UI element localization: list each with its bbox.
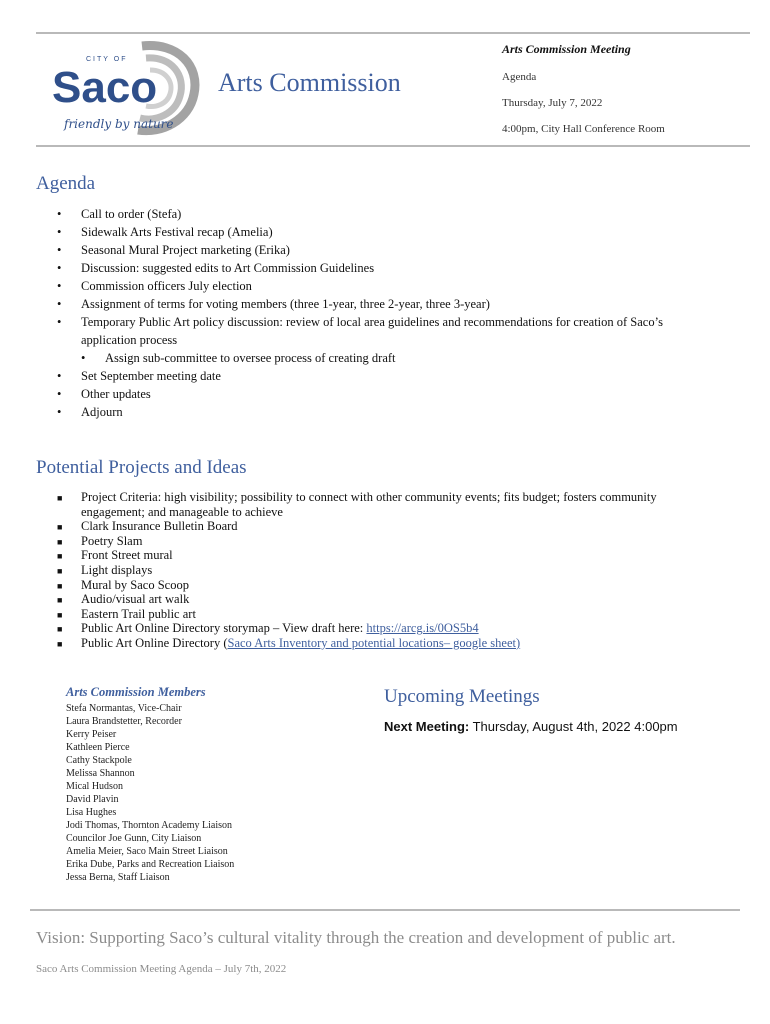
list-item: • Commission officers July election [57, 279, 252, 293]
saco-logo-icon [50, 40, 200, 136]
square-bullet-icon: ■ [57, 551, 63, 562]
doc-type: Agenda [502, 71, 537, 83]
next-meeting-label: Next Meeting: [384, 719, 470, 734]
vision-statement: Vision: Supporting Saco’s cultural vitality through the creation and development of public art. [36, 928, 676, 947]
meeting-date: Thursday, July 7, 2022 [502, 97, 603, 109]
list-item: • Temporary Public Art policy discussion: review of local area guidelines and recommendations for creation of Saco’s application process [57, 315, 663, 347]
meeting-title: Arts Commission Meeting [502, 42, 631, 56]
member-item: Stefa Normantas, Vice-Chair [66, 703, 182, 714]
square-bullet-icon: ■ [57, 609, 63, 620]
meeting-time-place: 4:00pm, City Hall Conference Room [502, 123, 665, 135]
member-item: David Plavin [66, 794, 119, 805]
square-bullet-icon: ■ [57, 580, 63, 591]
member-item: Kerry Peiser [66, 729, 117, 740]
agenda-list [57, 205, 717, 421]
list-item: • Other updates [57, 387, 151, 401]
member-item: Mical Hudson [66, 781, 123, 792]
bullet-icon: • [57, 315, 62, 329]
bullet-icon: • [57, 243, 62, 257]
page-footer: Saco Arts Commission Meeting Agenda – July 7th, 2022 [36, 963, 287, 975]
list-item: • Discussion: suggested edits to Art Commission Guidelines [57, 261, 375, 275]
list-subitem: • Assign sub-committee to oversee process of creating draft [81, 351, 396, 365]
square-bullet-icon: ■ [57, 536, 63, 547]
square-bullet-icon: ■ [57, 522, 63, 533]
inventory-sheet-link[interactable]: Saco Arts Inventory and potential locations– google sheet) [227, 635, 521, 650]
square-bullet-icon: ■ [57, 624, 63, 635]
logo-small-text: CITY OF [86, 56, 128, 63]
footer-rule [30, 909, 740, 911]
bullet-icon: • [57, 297, 62, 311]
square-bullet-icon: ■ [57, 565, 63, 576]
member-item: Laura Brandstetter, Recorder [66, 716, 182, 727]
member-item: Kathleen Pierce [66, 742, 130, 753]
square-bullet-icon: ■ [57, 595, 63, 606]
member-item: Jodi Thomas, Thornton Academy Liaison [66, 820, 233, 831]
agenda-heading: Agenda [36, 173, 96, 194]
list-item: • Set September meeting date [57, 369, 221, 383]
list-item: • Seasonal Mural Project marketing (Erika) [57, 243, 290, 257]
members-list [66, 686, 234, 884]
next-meeting [384, 719, 678, 734]
bullet-icon: • [57, 207, 62, 221]
list-item: ■ Public Art Online Directory (Saco Arts Inventory and potential locations– google sheet) [57, 635, 521, 650]
list-item: ■ Public Art Online Directory storymap – View draft here: https://arcg.is/0OS5b4 [57, 621, 479, 636]
square-bullet-icon: ■ [57, 493, 63, 503]
storymap-link[interactable]: https://arcg.is/0OS5b4 [366, 621, 479, 636]
bullet-icon: • [57, 405, 62, 419]
member-item: Melissa Shannon [66, 768, 135, 779]
bullet-icon: • [57, 261, 62, 275]
logo-name: Saco [52, 63, 158, 112]
upcoming-heading: Upcoming Meetings [384, 686, 540, 707]
member-item: Jessa Berna, Staff Liaison [66, 872, 170, 883]
next-meeting-value: Thursday, August 4th, 2022 4:00pm [469, 719, 678, 734]
city-of-saco-logo [50, 40, 200, 136]
member-item: Amelia Meier, Saco Main Street Liaison [66, 846, 228, 857]
org-title: Arts Commission [218, 68, 401, 97]
list-item: ■ Clark Insurance Bulletin Board [57, 519, 238, 534]
members-title: Arts Commission Members [66, 685, 206, 699]
list-item: • Sidewalk Arts Festival recap (Amelia) [57, 225, 273, 239]
top-rule [36, 32, 750, 34]
member-item: Lisa Hughes [66, 807, 117, 818]
bullet-icon: • [57, 279, 62, 293]
list-item: • Assignment of terms for voting members (three 1-year, three 2-year, three 3-year) [57, 297, 490, 311]
header-rule [36, 145, 750, 147]
bullet-icon: • [57, 225, 62, 239]
list-item: ■ Front Street mural [57, 548, 173, 563]
list-item: ■ Project Criteria: high visibility; possibility to connect with other community events; fits budget; fosters community engagement; and manageable to achieve [57, 490, 657, 519]
bullet-icon: • [57, 387, 62, 401]
member-item: Cathy Stackpole [66, 755, 132, 766]
meeting-info [502, 42, 665, 135]
list-item: • Call to order (Stefa) [57, 207, 182, 221]
logo-tagline: friendly by nature [64, 117, 174, 131]
bullet-icon: • [57, 369, 62, 383]
projects-heading: Potential Projects and Ideas [36, 457, 247, 478]
list-item: ■ Light displays [57, 562, 153, 577]
list-item: ■ Poetry Slam [57, 533, 143, 548]
member-item: Councilor Joe Gunn, City Liaison [66, 833, 202, 844]
list-item: ■ Audio/visual art walk [57, 592, 190, 607]
square-bullet-icon: ■ [57, 638, 63, 649]
member-item: Erika Dube, Parks and Recreation Liaison [66, 859, 235, 870]
list-item: • Adjourn [57, 405, 123, 419]
list-item: ■ Mural by Saco Scoop [57, 577, 189, 592]
list-item: ■ Eastern Trail public art [57, 606, 196, 621]
projects-list [57, 490, 697, 651]
bullet-icon: • [81, 351, 86, 365]
